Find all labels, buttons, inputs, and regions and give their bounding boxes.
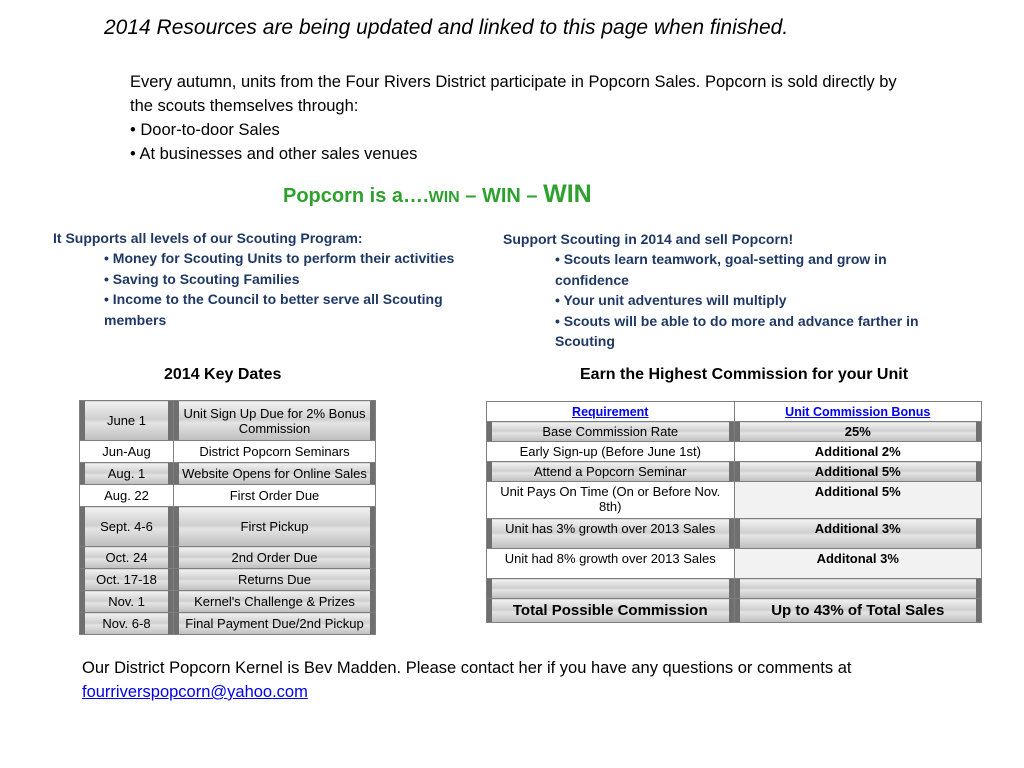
total-row bbox=[487, 599, 982, 623]
contact-text: Our District Popcorn Kernel is Bev Madden. Please contact her if you have any questions or comments at bbox=[82, 659, 852, 677]
table-row bbox=[80, 441, 376, 463]
bonus-cell: Additonal 3% bbox=[734, 549, 982, 579]
support-scouting-list bbox=[555, 249, 925, 352]
event-cell: Unit Sign Up Due for 2% Bonus Commission bbox=[174, 401, 376, 441]
commission-table bbox=[486, 401, 982, 623]
intro-paragraph bbox=[130, 70, 910, 166]
requirement-cell: Unit Pays On Time (On or Before Nov. 8th) bbox=[487, 482, 735, 519]
event-cell: Returns Due bbox=[174, 569, 376, 591]
requirement-cell bbox=[487, 579, 735, 599]
support-scouting-heading: Support Scouting in 2014 and sell Popcorn! bbox=[503, 231, 794, 247]
list-item: • Scouts learn teamwork, goal-setting and grow in confidence bbox=[555, 251, 887, 288]
win-dash-2: – bbox=[520, 185, 544, 207]
table-row bbox=[80, 547, 376, 569]
date-cell: Aug. 22 bbox=[80, 485, 174, 507]
table-row bbox=[80, 613, 376, 635]
bonus-header-link[interactable]: Unit Commission Bonus bbox=[785, 405, 931, 419]
bonus-cell: 25% bbox=[734, 422, 982, 442]
date-cell: June 1 bbox=[80, 401, 174, 441]
bonus-cell bbox=[734, 579, 982, 599]
win-word-2: WIN bbox=[481, 185, 521, 207]
bonus-cell: Additional 2% bbox=[734, 442, 982, 462]
table-row bbox=[487, 549, 982, 579]
table-row bbox=[80, 485, 376, 507]
bonus-cell: Additional 5% bbox=[734, 462, 982, 482]
event-cell: District Popcorn Seminars bbox=[174, 441, 376, 463]
table-row bbox=[487, 519, 982, 549]
list-item: • Your unit adventures will multiply bbox=[555, 292, 787, 308]
win-dash-1: – bbox=[459, 185, 482, 207]
resources-notice: 2014 Resources are being updated and linked to this page when finished. bbox=[104, 16, 789, 39]
program-support-list bbox=[104, 248, 474, 330]
event-cell: First Pickup bbox=[174, 507, 376, 547]
total-label: Total Possible Commission bbox=[487, 599, 735, 623]
event-cell: Final Payment Due/2nd Pickup bbox=[174, 613, 376, 635]
bonus-header bbox=[734, 402, 982, 422]
event-cell: 2nd Order Due bbox=[174, 547, 376, 569]
date-cell: Aug. 1 bbox=[80, 463, 174, 485]
requirement-cell: Unit had 8% growth over 2013 Sales bbox=[487, 549, 735, 579]
contact-paragraph bbox=[82, 656, 982, 704]
key-dates-title: 2014 Key Dates bbox=[164, 366, 282, 383]
event-cell: Kernel's Challenge & Prizes bbox=[174, 591, 376, 613]
table-row bbox=[80, 591, 376, 613]
table-row bbox=[80, 569, 376, 591]
event-cell: Website Opens for Online Sales bbox=[174, 463, 376, 485]
program-support-heading: It Supports all levels of our Scouting Program: bbox=[53, 230, 363, 246]
win-word-3: WIN bbox=[543, 180, 592, 208]
requirement-header-link[interactable]: Requirement bbox=[572, 405, 649, 419]
list-item: • Scouts will be able to do more and advance farther in Scouting bbox=[555, 312, 919, 349]
table-row bbox=[80, 507, 376, 547]
table-row bbox=[487, 422, 982, 442]
contact-email-link[interactable]: fourriverspopcorn@yahoo.com bbox=[82, 683, 308, 701]
table-row bbox=[80, 463, 376, 485]
requirement-cell: Unit has 3% growth over 2013 Sales bbox=[487, 519, 735, 549]
win-word-1: WIN bbox=[428, 189, 460, 206]
intro-bullet: • At businesses and other sales venues bbox=[130, 145, 418, 163]
intro-bullet: • Door-to-door Sales bbox=[130, 121, 280, 139]
requirement-cell: Attend a Popcorn Seminar bbox=[487, 462, 735, 482]
list-item: • Income to the Council to better serve all Scouting members bbox=[104, 291, 443, 328]
date-cell: Nov. 1 bbox=[80, 591, 174, 613]
bonus-cell: Additional 5% bbox=[734, 482, 982, 519]
total-value: Up to 43% of Total Sales bbox=[734, 599, 982, 623]
date-cell: Nov. 6-8 bbox=[80, 613, 174, 635]
key-dates-table bbox=[79, 400, 376, 635]
requirement-cell: Early Sign-up (Before June 1st) bbox=[487, 442, 735, 462]
intro-text: Every autumn, units from the Four Rivers District participate in Popcorn Sales. Popcorn is sold directly by the scouts themselves through: bbox=[130, 73, 897, 115]
table-row bbox=[487, 442, 982, 462]
date-cell: Sept. 4-6 bbox=[80, 507, 174, 547]
table-row bbox=[487, 482, 982, 519]
table-row bbox=[80, 401, 376, 441]
table-header-row bbox=[487, 402, 982, 422]
list-item: • Money for Scouting Units to perform their activities bbox=[104, 250, 455, 266]
date-cell: Jun-Aug bbox=[80, 441, 174, 463]
requirement-cell: Base Commission Rate bbox=[487, 422, 735, 442]
list-item: • Saving to Scouting Families bbox=[104, 270, 300, 287]
table-row bbox=[487, 579, 982, 599]
requirement-header bbox=[487, 402, 735, 422]
bonus-cell: Additional 3% bbox=[734, 519, 982, 549]
date-cell: Oct. 17-18 bbox=[80, 569, 174, 591]
event-cell: First Order Due bbox=[174, 485, 376, 507]
date-cell: Oct. 24 bbox=[80, 547, 174, 569]
commission-title: Earn the Highest Commission for your Unit bbox=[580, 366, 909, 383]
table-row bbox=[487, 462, 982, 482]
win-win-win-heading bbox=[283, 180, 592, 209]
win-prefix: Popcorn is a…. bbox=[283, 185, 429, 207]
